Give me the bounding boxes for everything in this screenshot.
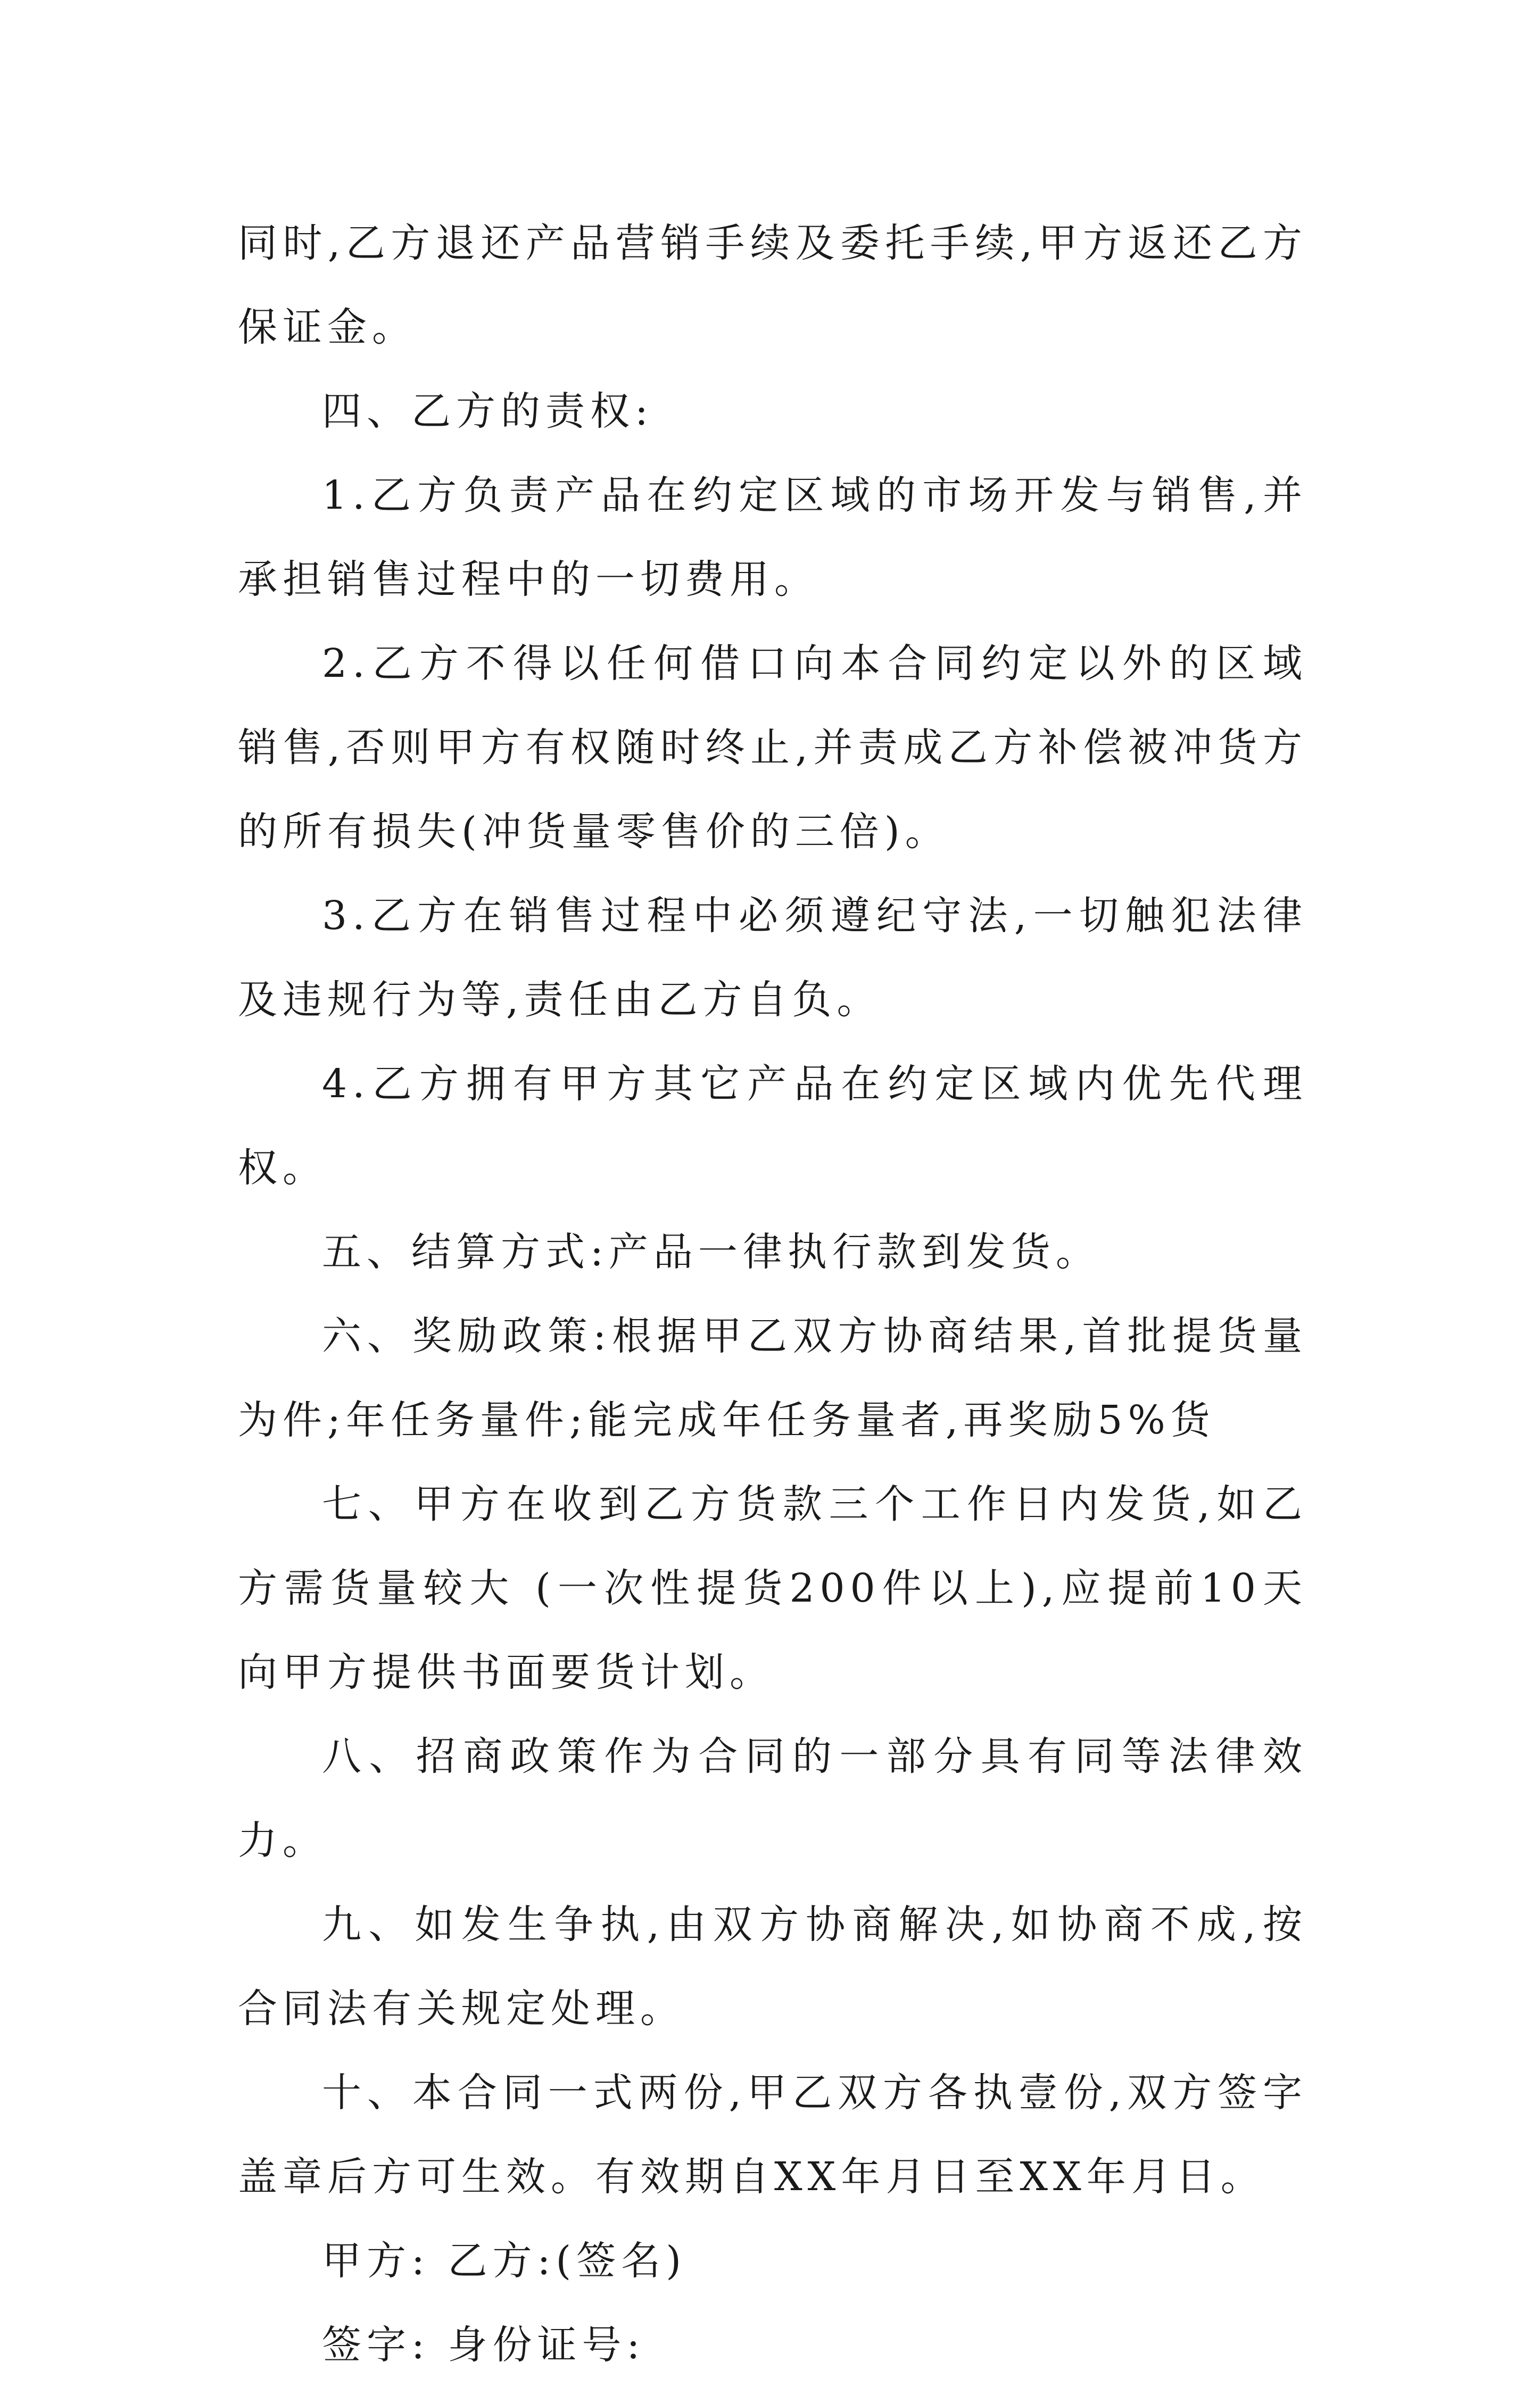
document-body xyxy=(238,201,1307,2387)
clause-4-2: 2.乙方不得以任何借口向本合同约定以外的区域销售,否则甲方有权随时终止,并责成乙方补偿被冲货方的所有损失(冲货量零售价的三倍)。 xyxy=(238,641,1307,855)
signature-line-parties: 甲方: 乙方:(签名) xyxy=(322,2238,687,2284)
section-investment-policy: 八、招商政策作为合同的一部分具有同等法律效力。 xyxy=(238,1734,1307,1863)
section-settlement: 五、结算方式:产品一律执行款到发货。 xyxy=(322,1229,1100,1275)
paragraph-continuation: 同时,乙方退还产品营销手续及委托手续,甲方返还乙方保证金。 xyxy=(238,220,1307,350)
clause-4-1: 1.乙方负责产品在约定区域的市场开发与销售,并承担销售过程中的一切费用。 xyxy=(238,473,1307,602)
section-dispute: 九、如发生争执,由双方协商解决,如协商不成,按合同法有关规定处理。 xyxy=(238,1902,1307,2032)
signature-line-id: 签字: 身份证号: xyxy=(322,2322,645,2368)
clause-4-3: 3.乙方在销售过程中必须遵纪守法,一切触犯法律及违规行为等,责任由乙方自负。 xyxy=(238,893,1307,1023)
section-incentive-policy: 六、奖励政策:根据甲乙双方协商结果,首批提货量为件;年任务量件;能完成年任务量者,再奖励5%货 xyxy=(238,1313,1307,1443)
section-copies-validity: 十、本合同一式两份,甲乙双方各执壹份,双方签字盖章后方可生效。有效期自XX年月日至XX年月日。 xyxy=(238,2070,1307,2200)
section-heading-party-b-duties: 四、乙方的责权: xyxy=(322,388,653,434)
section-delivery: 七、甲方在收到乙方货款三个工作日内发货,如乙方需货量较大 (一次性提货200件以上),应提前10天向甲方提供书面要货计划。 xyxy=(238,1481,1307,1695)
clause-4-4: 4.乙方拥有甲方其它产品在约定区域内优先代理权。 xyxy=(238,1061,1307,1191)
